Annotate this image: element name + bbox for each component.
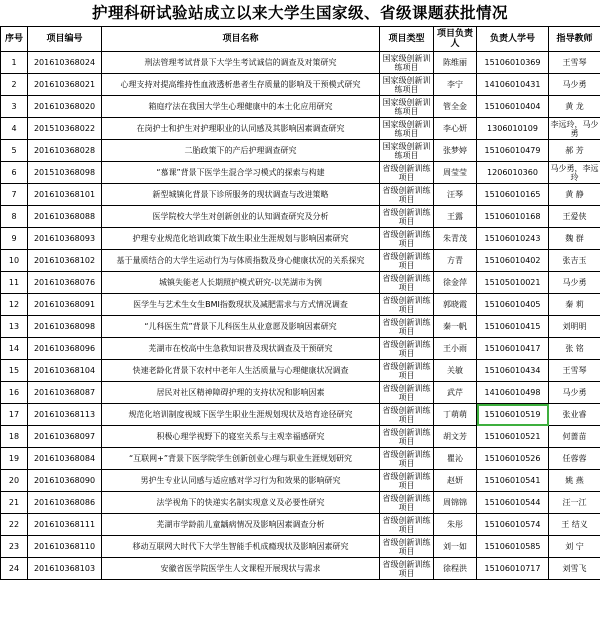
cell-project-type[interactable]: 省级创新训练项目 (380, 162, 434, 184)
cell-teacher[interactable]: 马少勇 (549, 382, 600, 404)
table-row (1, 426, 600, 448)
cell-student-number[interactable]: 15106010415 (477, 316, 549, 338)
cell-project-id[interactable]: 201610368101 (28, 184, 102, 206)
cell-project-type[interactable]: 省级创新训练项目 (380, 558, 434, 580)
cell-leader[interactable]: 武芹 (434, 382, 477, 404)
cell-project-type[interactable]: 省级创新训练项目 (380, 294, 434, 316)
cell-seq[interactable]: 18 (1, 426, 28, 448)
cell-student-number[interactable]: 15106010402 (477, 250, 549, 272)
cell-project-id[interactable]: 201610368093 (28, 228, 102, 250)
cell-student-number[interactable]: 15106010243 (477, 228, 549, 250)
header-student-number: 负责人学号 (477, 27, 549, 52)
cell-project-name[interactable]: 箱庭疗法在我国大学生心理健康中的本土化应用研究 (102, 96, 380, 118)
cell-project-name[interactable]: 医学院校大学生对创新创业的认知调查研究及分析 (102, 206, 380, 228)
cell-seq[interactable]: 16 (1, 382, 28, 404)
cell-seq[interactable]: 4 (1, 118, 28, 140)
cell-student-number[interactable]: 15106010479 (477, 140, 549, 162)
cell-seq[interactable]: 24 (1, 558, 28, 580)
cell-seq[interactable]: 6 (1, 162, 28, 184)
cell-seq[interactable]: 8 (1, 206, 28, 228)
table-row (1, 338, 600, 360)
cell-project-type[interactable]: 省级创新训练项目 (380, 426, 434, 448)
cell-student-number[interactable]: 15106010434 (477, 360, 549, 382)
header-project-type: 项目类型 (380, 27, 434, 52)
cell-project-id[interactable]: 201610368102 (28, 250, 102, 272)
cell-project-type[interactable]: 国家级创新训练项目 (380, 96, 434, 118)
cell-project-type[interactable]: 省级创新训练项目 (380, 360, 434, 382)
cell-leader[interactable]: 王小雨 (434, 338, 477, 360)
cell-teacher[interactable]: 刘雪飞 (549, 558, 600, 580)
cell-seq[interactable]: 5 (1, 140, 28, 162)
cell-project-name[interactable]: 安徽省医学院医学生人文课程开展现状与需求 (102, 558, 380, 580)
table-row (1, 536, 600, 558)
cell-leader[interactable]: 赵妍 (434, 470, 477, 492)
cell-student-number[interactable]: 15106010165 (477, 184, 549, 206)
cell-student-number[interactable]: 1306010109 (477, 118, 549, 140)
cell-project-name[interactable]: 基于量质结合的大学生运动行为与体质指数及身心健康状况的关系探究 (102, 250, 380, 272)
cell-project-type[interactable]: 省级创新训练项目 (380, 228, 434, 250)
cell-teacher[interactable]: 刘明明 (549, 316, 600, 338)
cell-seq[interactable]: 3 (1, 96, 28, 118)
table-row (1, 96, 600, 118)
cell-student-number[interactable]: 15106010526 (477, 448, 549, 470)
cell-project-type[interactable]: 国家级创新训练项目 (380, 74, 434, 96)
cell-teacher[interactable]: 秦 莉 (549, 294, 600, 316)
cell-student-number[interactable]: 15106010168 (477, 206, 549, 228)
cell-project-id[interactable]: 201610368091 (28, 294, 102, 316)
table-body (1, 52, 600, 580)
cell-leader[interactable]: 张梦婷 (434, 140, 477, 162)
header-row (1, 27, 600, 52)
cell-project-id[interactable]: 201610368088 (28, 206, 102, 228)
cell-project-id[interactable]: 201610368076 (28, 272, 102, 294)
cell-project-type[interactable]: 国家级创新训练项目 (380, 118, 434, 140)
cell-leader[interactable]: 瞿沁 (434, 448, 477, 470)
cell-project-id[interactable]: 201610368110 (28, 536, 102, 558)
cell-leader[interactable]: 朱青茂 (434, 228, 477, 250)
table-row (1, 360, 600, 382)
cell-seq[interactable]: 20 (1, 470, 28, 492)
cell-project-name[interactable]: 芜湖市学龄前儿童龋病情况及影响因素调查分析 (102, 514, 380, 536)
cell-project-id[interactable]: 201610368111 (28, 514, 102, 536)
cell-teacher[interactable]: 张业睿 (549, 404, 600, 426)
cell-seq[interactable]: 14 (1, 338, 28, 360)
cell-leader[interactable]: 方青 (434, 250, 477, 272)
cell-project-name[interactable]: 积极心理学视野下的寝室关系与主观幸福感研究 (102, 426, 380, 448)
cell-student-number[interactable]: 15106010574 (477, 514, 549, 536)
cell-teacher[interactable]: 王爱侠 (549, 206, 600, 228)
cell-student-number[interactable]: 14106010498 (477, 382, 549, 404)
cell-student-number[interactable]: 15106010585 (477, 536, 549, 558)
cell-leader[interactable]: 李心妍 (434, 118, 477, 140)
cell-teacher[interactable]: 汪一江 (549, 492, 600, 514)
cell-teacher[interactable]: 何蔷苗 (549, 426, 600, 448)
cell-project-name[interactable]: 心理支持对提高维持性血液透析患者生存质量的影响及干预模式研究 (102, 74, 380, 96)
cell-project-name[interactable]: “慕课”背景下医学生混合学习模式的探索与构建 (102, 162, 380, 184)
cell-project-id[interactable]: 201610368098 (28, 316, 102, 338)
cell-project-name[interactable]: 法学视角下的快递实名制实现意义及必要性研究 (102, 492, 380, 514)
cell-seq[interactable]: 21 (1, 492, 28, 514)
table-row (1, 272, 600, 294)
table-row (1, 206, 600, 228)
table-row (1, 316, 600, 338)
cell-project-name[interactable]: 城镇失能老人长期照护模式研究-以芜湖市为例 (102, 272, 380, 294)
cell-seq[interactable]: 11 (1, 272, 28, 294)
cell-seq[interactable]: 7 (1, 184, 28, 206)
cell-project-type[interactable]: 省级创新训练项目 (380, 206, 434, 228)
cell-project-id[interactable]: 201610368103 (28, 558, 102, 580)
cell-project-id[interactable]: 201610368097 (28, 426, 102, 448)
cell-project-id[interactable]: 201610368113 (28, 404, 102, 426)
table-row (1, 382, 600, 404)
cell-project-name[interactable]: 居民对社区精神障碍护理的支持状况和影响因素 (102, 382, 380, 404)
cell-teacher[interactable]: 黄 龙 (549, 96, 600, 118)
cell-teacher[interactable]: 李远玲，马少勇 (550, 119, 599, 138)
table-row (1, 162, 600, 184)
cell-leader[interactable]: 汪琴 (434, 184, 477, 206)
cell-leader[interactable]: 徐金萍 (434, 272, 477, 294)
cell-project-type[interactable]: 省级创新训练项目 (380, 250, 434, 272)
cell-project-id[interactable]: 201610368084 (28, 448, 102, 470)
cell-teacher[interactable]: 刘 宁 (549, 536, 600, 558)
cell-project-type[interactable]: 省级创新训练项目 (380, 382, 434, 404)
table-row (1, 118, 600, 140)
cell-seq[interactable]: 10 (1, 250, 28, 272)
cell-student-number[interactable]: 15106010541 (477, 470, 549, 492)
cell-seq[interactable]: 15 (1, 360, 28, 382)
cell-project-id[interactable]: 201610368087 (28, 382, 102, 404)
cell-leader[interactable]: 周锦锦 (434, 492, 477, 514)
cell-seq[interactable]: 13 (1, 316, 28, 338)
cell-project-name[interactable]: 医学生与艺术生女生BMI指数现状及减肥需求与方式情况调查 (102, 294, 380, 316)
cell-project-type[interactable]: 省级创新训练项目 (380, 536, 434, 558)
cell-project-name[interactable]: 在岗护士和护生对护理职业的认同感及其影响因素调查研究 (102, 118, 380, 140)
cell-project-id[interactable]: 201610368028 (28, 140, 102, 162)
cell-project-type[interactable]: 省级创新训练项目 (380, 184, 434, 206)
cell-teacher[interactable]: 王 结义 (549, 514, 600, 536)
table-row (1, 228, 600, 250)
table-row (1, 140, 600, 162)
cell-seq[interactable]: 23 (1, 536, 28, 558)
cell-project-type[interactable]: 国家级创新训练项目 (380, 140, 434, 162)
cell-project-type[interactable]: 省级创新训练项目 (380, 514, 434, 536)
cell-project-type[interactable]: 省级创新训练项目 (380, 404, 434, 426)
table-row (1, 514, 600, 536)
cell-project-name[interactable]: 规范化培训制度视域下医学生职业生涯规划现状及培育途径研究 (102, 404, 380, 426)
cell-student-number[interactable]: 14106010431 (477, 74, 549, 96)
table-row (1, 492, 600, 514)
cell-project-id[interactable]: 201610368024 (28, 52, 102, 74)
cell-student-number[interactable]: 15106010544 (477, 492, 549, 514)
table-row (1, 250, 600, 272)
table-row (1, 294, 600, 316)
cell-student-number[interactable]: 15106010417 (477, 338, 549, 360)
cell-student-number[interactable]: 15106010519 (477, 404, 549, 426)
cell-teacher[interactable]: 张吉玉 (549, 250, 600, 272)
header-seq: 序号 (1, 27, 28, 52)
cell-student-number[interactable]: 15106010521 (477, 426, 549, 448)
cell-project-id[interactable]: 201610368021 (28, 74, 102, 96)
cell-project-type[interactable]: 省级创新训练项目 (380, 470, 434, 492)
cell-project-type[interactable]: 国家级创新训练项目 (380, 52, 434, 74)
cell-student-number[interactable]: 1206010360 (477, 162, 549, 184)
cell-student-number[interactable]: 15106010717 (477, 558, 549, 580)
cell-seq[interactable]: 17 (1, 404, 28, 426)
page-title: 护理科研试验站成立以来大学生国家级、省级课题获批情况 (91, 3, 508, 22)
cell-student-number[interactable]: 15106010369 (477, 52, 549, 74)
header-project-name: 项目名称 (102, 27, 380, 52)
table-row (1, 470, 600, 492)
cell-teacher[interactable]: 郝 芳 (549, 140, 600, 162)
cell-leader[interactable]: 李宁 (434, 74, 477, 96)
cell-project-name[interactable]: 新型城镇化背景下诊所服务的现状调查与改进策略 (102, 184, 380, 206)
cell-leader[interactable]: 秦一帆 (434, 316, 477, 338)
cell-project-name[interactable]: 二胎政策下的产后护理调查研究 (102, 140, 380, 162)
header-leader: 项目负责人 (434, 27, 477, 52)
cell-seq[interactable]: 19 (1, 448, 28, 470)
cell-project-name[interactable]: 刑法管理考试背景下大学生考试诚信的调查及对策研究 (102, 52, 380, 74)
cell-teacher[interactable]: 王雪琴 (549, 360, 600, 382)
cell-project-id[interactable]: 201610368020 (28, 96, 102, 118)
cell-seq[interactable]: 12 (1, 294, 28, 316)
cell-leader[interactable]: 关敏 (434, 360, 477, 382)
cell-teacher[interactable]: 任蓉蓉 (549, 448, 600, 470)
project-table (0, 26, 600, 580)
cell-leader[interactable]: 徐程洪 (434, 558, 477, 580)
cell-project-name[interactable]: 芜湖市在校高中生急救知识普及现状调查及干预研究 (102, 338, 380, 360)
cell-seq[interactable]: 1 (1, 52, 28, 74)
cell-teacher[interactable]: 马少勇，李远玲 (550, 163, 599, 182)
cell-leader[interactable]: 管全金 (434, 96, 477, 118)
cell-leader[interactable]: 周莹莹 (434, 162, 477, 184)
cell-teacher[interactable]: 马少勇 (549, 272, 600, 294)
cell-seq[interactable]: 9 (1, 228, 28, 250)
cell-teacher[interactable]: 马少勇 (549, 74, 600, 96)
cell-teacher[interactable]: 魏 群 (549, 228, 600, 250)
cell-leader[interactable]: 朱彤 (434, 514, 477, 536)
cell-project-id[interactable]: 201510368022 (28, 118, 102, 140)
cell-teacher[interactable]: 黄 静 (549, 184, 600, 206)
cell-project-name[interactable]: “儿科医生荒”背景下儿科医生从业意愿及影响因素研究 (102, 316, 380, 338)
cell-seq[interactable]: 2 (1, 74, 28, 96)
cell-teacher[interactable]: 姚 燕 (549, 470, 600, 492)
cell-teacher[interactable]: 王雪琴 (549, 52, 600, 74)
cell-student-number[interactable]: 15106010404 (477, 96, 549, 118)
cell-project-id[interactable]: 201610368086 (28, 492, 102, 514)
cell-project-name[interactable]: 快速老龄化背景下农村中老年人生活质量与心理健康状况调查 (102, 360, 380, 382)
cell-project-type[interactable]: 省级创新训练项目 (380, 492, 434, 514)
table-row (1, 74, 600, 96)
cell-teacher[interactable]: 张 铭 (549, 338, 600, 360)
cell-leader[interactable]: 丁萌萌 (434, 404, 477, 426)
cell-leader[interactable]: 郭晓霞 (434, 294, 477, 316)
cell-student-number[interactable]: 15105010021 (477, 272, 549, 294)
table-row (1, 448, 600, 470)
header-teacher: 指导教师 (549, 27, 600, 52)
cell-leader[interactable]: 刘一如 (434, 536, 477, 558)
table-row (1, 558, 600, 580)
cell-project-id[interactable]: 201510368098 (28, 162, 102, 184)
cell-seq[interactable]: 22 (1, 514, 28, 536)
cell-project-type[interactable]: 省级创新训练项目 (380, 316, 434, 338)
cell-project-name[interactable]: “互联网+”背景下医学院学生创新创业心理与职业生涯规划研究 (102, 448, 380, 470)
cell-project-type[interactable]: 省级创新训练项目 (380, 448, 434, 470)
table-row (1, 52, 600, 74)
cell-project-name[interactable]: 移动互联网大时代下大学生智能手机成瘾现状及影响因素研究 (102, 536, 380, 558)
cell-project-id[interactable]: 201610368090 (28, 470, 102, 492)
cell-project-name[interactable]: 护理专业规范化培训政策下故生职业生涯规划与影响因素研究 (102, 228, 380, 250)
cell-project-id[interactable]: 201610368096 (28, 338, 102, 360)
cell-leader[interactable]: 王露 (434, 206, 477, 228)
header-project-id: 项目编号 (28, 27, 102, 52)
cell-project-type[interactable]: 省级创新训练项目 (380, 272, 434, 294)
table-row (1, 184, 600, 206)
cell-leader[interactable]: 胡文芳 (434, 426, 477, 448)
table-row (1, 404, 600, 426)
cell-project-id[interactable]: 201610368104 (28, 360, 102, 382)
cell-project-name[interactable]: 男护生专业认同感与适应感对学习行为和效果的影响研究 (102, 470, 380, 492)
cell-project-type[interactable]: 省级创新训练项目 (380, 338, 434, 360)
cell-student-number[interactable]: 15106010405 (477, 294, 549, 316)
cell-leader[interactable]: 陈维丽 (434, 52, 477, 74)
